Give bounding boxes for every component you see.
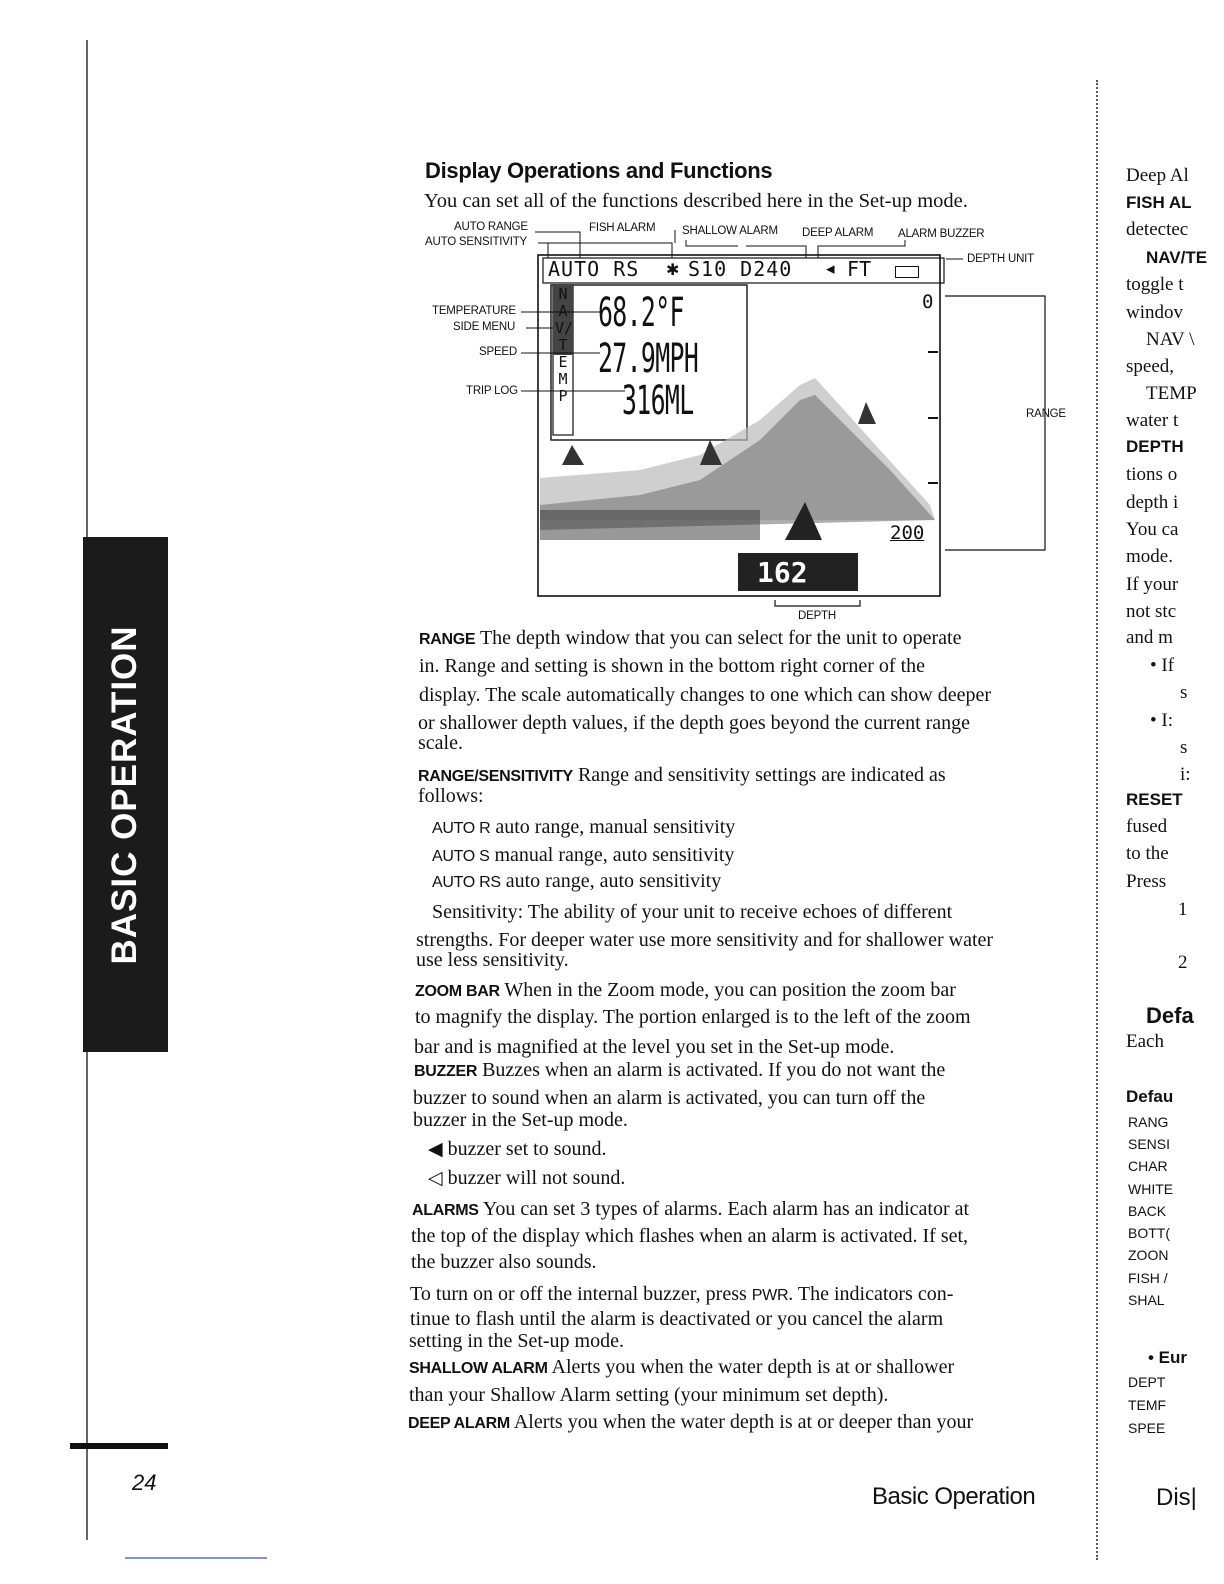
label-auto-sensitivity: AUTO SENSITIVITY [425,236,528,248]
buzzer-off-row: ◁ buzzer will not sound. [428,1167,626,1189]
auto-mode-row: AUTO R auto range, manual sensitivity [432,816,736,838]
buzzer-keyword: BUZZER [414,1063,478,1080]
zoom-line-3: bar and is magnified at the level you set in the Set-up mode. [414,1036,895,1058]
adjacent-page-line: FISH / [1128,1270,1168,1286]
label-speed: SPEED [479,346,517,358]
page-number: 24 [132,1470,157,1495]
label-trip-log: TRIP LOG [466,385,518,397]
adjacent-page-line: s [1180,737,1188,758]
depth-reading: 162 [757,556,808,589]
speaker-off-icon: ◁ [428,1168,443,1189]
adjacent-page-line: 1 [1178,899,1188,920]
adjacent-page-line: BOTT( [1128,1225,1170,1241]
zoom-line-1: ZOOM BAR When in the Zoom mode, you can position the zoom bar [415,979,956,1001]
label-deep-alarm: DEEP ALARM [802,227,874,239]
range-top-value: 0 [922,291,934,313]
adjacent-page-line: NAV/TE [1146,248,1208,267]
adjacent-page-line: SPEE [1128,1420,1166,1436]
adjacent-page-line: Each [1126,1031,1164,1052]
adjacent-page-line: water t [1126,410,1179,431]
zoom-keyword: ZOOM BAR [415,983,500,1000]
adjacent-page-line: mode. [1126,546,1173,567]
label-depth: DEPTH [798,610,836,622]
page-gutter [1096,80,1100,1560]
adjacent-page-line: WHITE [1128,1181,1174,1197]
adjacent-page-line: Dis| [1156,1484,1197,1511]
adjacent-page-line: Defa [1146,1003,1194,1028]
fish-alarm-icon: ✱ [666,262,680,279]
speed-reading: 27.9MPH [598,336,699,382]
range-line-2: in. Range and setting is shown in the bottom right corner of the [419,655,926,677]
adjacent-page-line: • If [1150,655,1175,676]
range-bottom-value: 200 [890,522,925,544]
adjacent-page-line: tions o [1126,464,1178,485]
adjacent-page-line: SHAL [1128,1292,1165,1308]
buzzer-icon: ◂ [826,259,835,278]
alarms-line-2: the top of the display which flashes when an alarm is activated. If set, [411,1225,969,1247]
deep-keyword: DEEP ALARM [408,1415,510,1432]
temperature-reading: 68.2°F [598,290,684,336]
adjacent-page-line: depth i [1126,492,1179,513]
pwr-line-2: tinue to flash until the alarm is deactivated or you cancel the alarm [410,1308,944,1330]
sensitivity-line-3: use less sensitivity. [416,949,569,971]
battery-icon [895,266,919,278]
status-range-sensitivity: AUTO RS [548,257,640,281]
page-number-rule [70,1443,168,1449]
adjacent-page-line: ZOON [1128,1247,1169,1263]
adjacent-page-line: toggle t [1126,274,1184,295]
adjacent-page-line: CHAR [1128,1158,1168,1174]
adjacent-page-line: windov [1126,302,1183,323]
adjacent-page-line: TEMF [1128,1397,1167,1413]
scan-edge-mark [125,1557,267,1559]
range-line-3: display. The scale automatically changes to one which can show deeper [419,684,992,706]
adjacent-page-line: fused [1126,816,1168,837]
status-depth-unit: FT [847,257,872,281]
adjacent-page-line: RANG [1128,1114,1169,1130]
buzzer-line-3: buzzer in the Set-up mode. [413,1109,628,1131]
label-temperature: TEMPERATURE [432,305,516,317]
adjacent-page-line: i: [1180,764,1191,785]
range-line-1: RANGE The depth window that you can select for the unit to operate [419,627,962,649]
label-depth-unit: DEPTH UNIT [967,253,1035,265]
range-keyword: RANGE [419,631,476,648]
adjacent-page-line: • Eur [1148,1348,1188,1367]
status-alarm-settings: S10 D240 [688,257,793,281]
label-range: RANGE [1026,408,1066,420]
rs-keyword: RANGE/SENSITIVITY [418,768,573,785]
adjacent-page-line: You ca [1126,519,1179,540]
buzzer-line-2: buzzer to sound when an alarm is activated, you can turn off the [413,1087,926,1109]
alarms-line-3: the buzzer also sounds. [411,1251,597,1273]
adjacent-page-line: BACK [1128,1203,1167,1219]
sensitivity-line-1: Sensitivity: The ability of your unit to receive echoes of different [432,901,953,923]
adjacent-page-line: to the [1126,843,1169,864]
intro-text: You can set all of the functions described here in the Set-up mode. [424,190,968,212]
trip-log-reading: 316ML [622,378,694,424]
speaker-on-icon: ◀ [428,1139,443,1160]
buzzer-line-1: BUZZER Buzzes when an alarm is activated. If you do not want the [414,1059,946,1081]
shallow-line-2: than your Shallow Alarm setting (your minimum set depth). [409,1384,889,1406]
adjacent-page-line: detectec [1126,219,1189,240]
section-heading: Display Operations and Functions [425,158,773,183]
adjacent-page-line: DEPTH [1126,437,1184,456]
side-menu-label: NAV/TEMP [555,285,574,405]
adjacent-page-line: DEPT [1128,1374,1166,1390]
adjacent-page-line: SENSI [1128,1136,1171,1152]
label-auto-range: AUTO RANGE [454,221,528,233]
label-fish-alarm: FISH ALARM [589,222,656,234]
label-shallow-alarm: SHALLOW ALARM [682,225,778,237]
section-tab-label: BASIC OPERATION [105,625,144,965]
deep-line-1: DEEP ALARM Alerts you when the water depth is at or deeper than your [408,1411,974,1433]
adjacent-page-line: If your [1126,574,1179,595]
adjacent-page-line: s [1180,682,1188,703]
alarms-line-1: ALARMS You can set 3 types of alarms. Each alarm has an indicator at [412,1198,970,1220]
adjacent-page-line: 2 [1178,952,1188,973]
buzzer-on-row: ◀ buzzer set to sound. [428,1138,607,1160]
label-alarm-buzzer: ALARM BUZZER [898,228,985,240]
pwr-line-3: setting in the Set-up mode. [409,1330,624,1352]
adjacent-page-line: Deep Al [1126,165,1189,186]
label-side-menu: SIDE MENU [453,321,516,333]
adjacent-page-line: Press [1126,871,1167,892]
adjacent-page-line: TEMP [1146,383,1197,404]
adjacent-page-line: speed, [1126,356,1175,377]
rs-line-1: RANGE/SENSITIVITY Range and sensitivity settings are indicated as [418,764,946,786]
adjacent-page-line: Defau [1126,1087,1174,1106]
adjacent-page-line: not stc [1126,601,1177,622]
rs-line-2: follows: [418,785,484,807]
sensitivity-line-2: strengths. For deeper water use more sensitivity and for shallower water [416,929,994,951]
adjacent-page-line: FISH AL [1126,193,1192,212]
zoom-line-2: to magnify the display. The portion enlarged is to the left of the zoom [415,1006,971,1028]
adjacent-page-line: • I: [1150,710,1174,731]
shallow-line-1: SHALLOW ALARM Alerts you when the water depth is at or shallower [409,1356,955,1378]
shallow-keyword: SHALLOW ALARM [409,1360,548,1377]
alarms-keyword: ALARMS [412,1202,479,1219]
page-footer: Basic Operation [872,1483,1036,1510]
pwr-line-1: To turn on or off the internal buzzer, press PWR. The indicators con- [410,1283,954,1305]
auto-mode-row: AUTO S manual range, auto sensitivity [432,844,735,866]
adjacent-page-line: and m [1126,627,1173,648]
adjacent-page-line: RESET [1126,790,1183,809]
range-line-4: or shallower depth values, if the depth goes beyond the current range [418,712,971,734]
auto-mode-row: AUTO RS auto range, auto sensitivity [432,870,722,892]
adjacent-page-line: NAV \ [1146,329,1195,350]
range-line-5: scale. [418,732,463,754]
